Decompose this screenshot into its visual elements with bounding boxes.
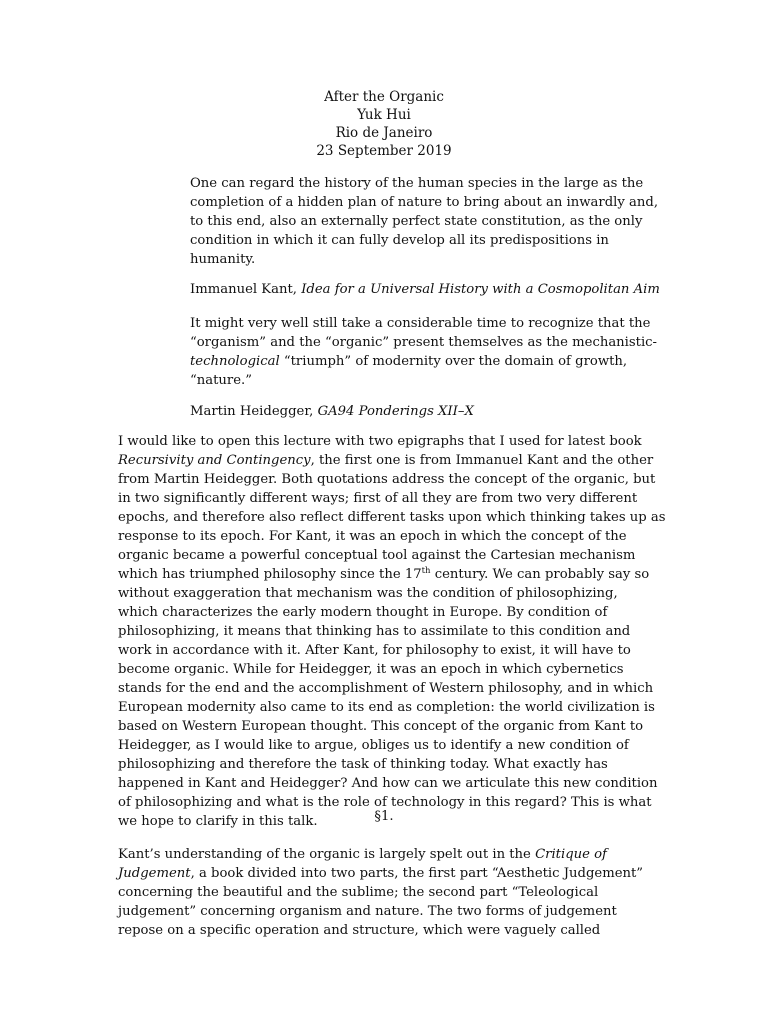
text-span: “triumph” of modernity over the domain of growth, [279,354,628,369]
book-title: Judgement [118,866,191,881]
text-line: organic became a powerful conceptual tool against the Cartesian mechanism [118,548,636,563]
text-line: without exaggeration that mechanism was the condition of philosophizing, [118,586,618,601]
attribution-work: Idea for a Universal History with a Cosmopolitan Aim [301,282,660,297]
book-title: Recursivity and Contingency [118,453,311,468]
text-line [118,845,652,864]
text-span: century. We can probably say so [430,567,650,582]
text-line: response to its epoch. For Kant, it was an epoch in which the concept of the [118,529,627,544]
attribution-line [190,402,650,421]
text-line: One can regard the history of the human species in the large as the [190,176,644,191]
attribution-line [190,280,660,299]
text-line: happened in Kant and Heidegger? And how can we articulate this new condition [118,776,658,791]
text-line [118,565,652,584]
text-span: which has triumphed philosophy since the 17 [118,567,422,582]
author-name: Yuk Hui [357,107,411,123]
lecture-date: 23 September 2019 [316,143,452,159]
lecture-location: Rio de Janeiro [335,125,433,141]
text-line: of philosophizing and what is the role of technology in this regard? This is what [118,795,652,810]
text-line: repose on a specific operation and structure, which were vaguely called [118,923,601,938]
section-heading: §1. [374,809,394,824]
text-line: I would like to open this lecture with two epigraphs that I used for latest book [118,434,642,449]
text-span: Kant’s understanding of the organic is largely spelt out in the [118,847,536,862]
attribution-work: GA94 Ponderings XII–X [317,404,474,419]
attribution-author: Martin Heidegger, [190,404,318,419]
superscript: th [421,566,431,576]
italic-word: technological [190,354,280,369]
epigraph-heidegger-quote [190,314,658,390]
book-title: Critique of [535,847,607,862]
text-line: to this end, also an externally perfect state constitution, as the only [190,214,643,229]
text-line: philosophizing and therefore the task of thinking today. What exactly has [118,757,608,772]
text-line: based on Western European thought. This concept of the organic from Kant to [118,719,644,734]
text-line: from Martin Heidegger. Both quotations address the concept of the organic, but [118,472,656,487]
attribution-author: Immanuel Kant, [190,282,302,297]
section-one-paragraph [118,845,652,940]
text-line: humanity. [190,252,256,267]
text-line: judgement” concerning organism and nature. The two forms of judgement [118,904,617,919]
text-line: Heidegger, as I would like to argue, obliges us to identify a new condition of [118,738,629,753]
text-line: “organism” and the “organic” present themselves as the mechanistic- [190,335,658,350]
text-line: work in accordance with it. After Kant, for philosophy to exist, it will have to [118,643,631,658]
text-line [118,451,652,470]
epigraph-kant-quote [190,174,659,269]
text-span: , a book divided into two parts, the first part “Aesthetic Judgement” [190,866,644,881]
text-line: completion of a hidden plan of nature to bring about an inwardly and, [190,195,659,210]
text-line: European modernity also came to its end as completion: the world civilization is [118,700,655,715]
text-line: we hope to clarify in this talk. [118,814,318,829]
text-line: in two significantly different ways; first of all they are from two very different [118,491,638,506]
text-span: , the first one is from Immanuel Kant and the other [310,453,654,468]
document-title: After the Organic [324,89,444,105]
text-line: epochs, and therefore also reflect different tasks upon which thinking takes up as [118,510,666,525]
intro-paragraph [118,432,666,831]
text-line: philosophizing, it means that thinking has to assimilate to this condition and [118,624,631,639]
text-line: “nature.” [190,373,252,388]
text-line [118,864,652,883]
text-line: It might very well still take a considerable time to recognize that the [190,316,651,331]
text-line [190,352,650,371]
text-line: stands for the end and the accomplishment of Western philosophy, and in which [118,681,654,696]
text-line: condition in which it can fully develop all its predispositions in [190,233,609,248]
epigraph-kant-attribution [190,280,660,299]
epigraph-heidegger-attribution [190,402,650,421]
text-line: which characterizes the early modern thought in Europe. By condition of [118,605,608,620]
text-line: become organic. While for Heidegger, it was an epoch in which cybernetics [118,662,624,677]
text-line: concerning the beautiful and the sublime; the second part “Teleological [118,885,599,900]
